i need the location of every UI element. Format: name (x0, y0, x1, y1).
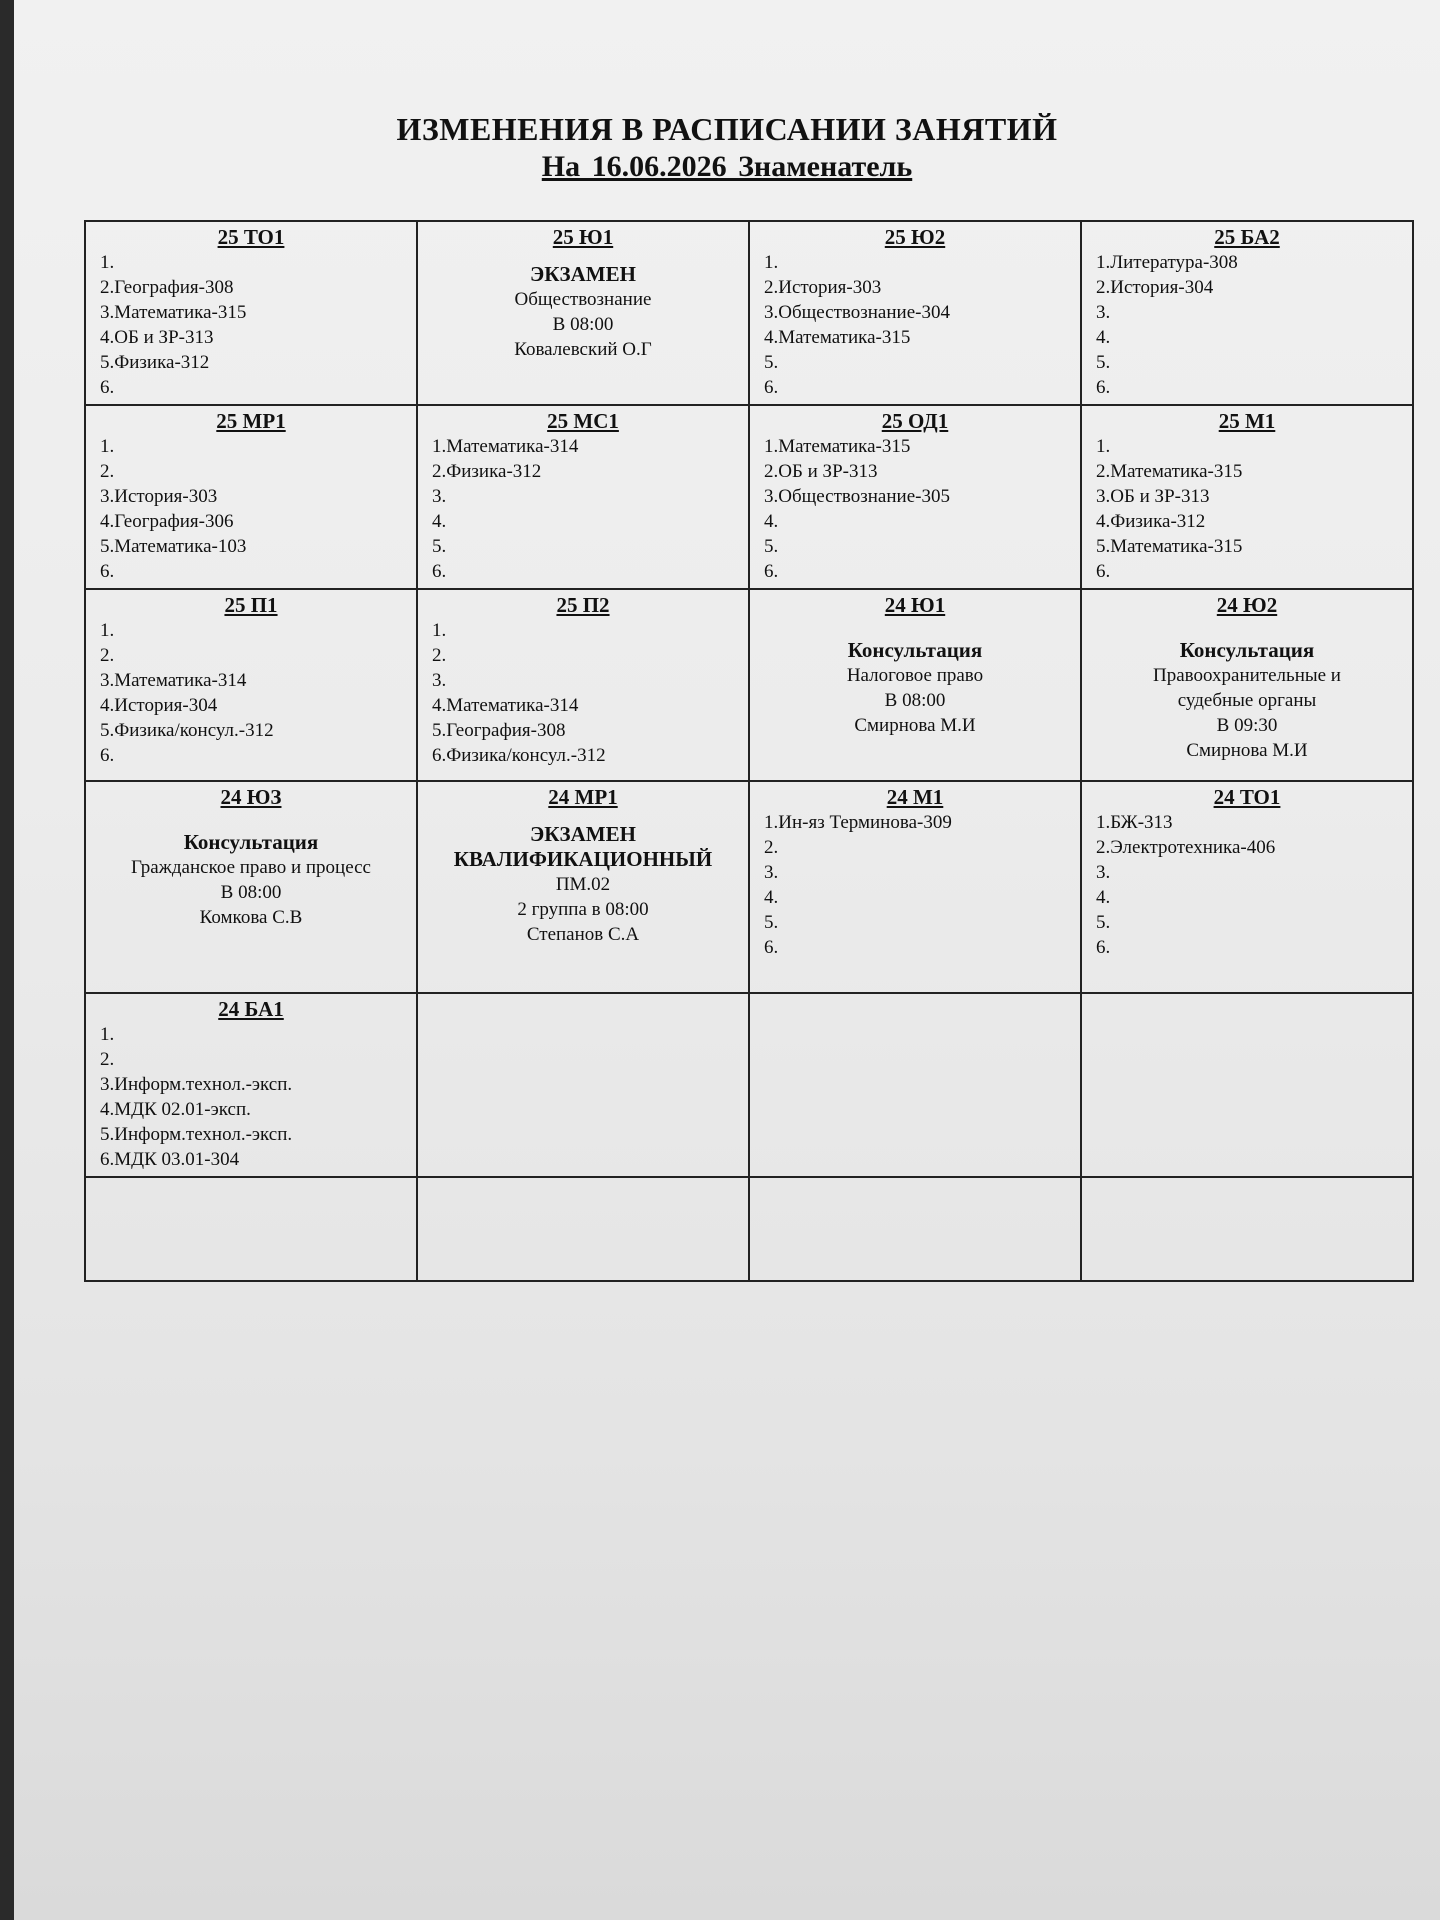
lesson-line: 2. (100, 645, 115, 666)
lesson-line: 3. (1096, 862, 1111, 883)
lesson-line: 2. (100, 1049, 115, 1070)
schedule-row (85, 1177, 1413, 1281)
lesson-line: 4. (1096, 327, 1111, 348)
lesson-line: 1.Математика-314 (432, 436, 579, 457)
lesson-line: 1.БЖ-313 (1096, 812, 1173, 833)
group-cell (1081, 781, 1413, 993)
event-detail: В 08:00 (552, 314, 614, 335)
schedule-body (85, 221, 1413, 1281)
lesson-line: 3.Математика-314 (100, 670, 247, 691)
lesson-line: 1.Ин-яз Терминова-309 (764, 812, 952, 833)
empty-cell (749, 1177, 1081, 1281)
group-name: 25 ОД1 (881, 409, 949, 433)
group-cell (417, 589, 749, 781)
group-cell (1081, 221, 1413, 405)
event-detail: Ковалевский О.Г (514, 339, 652, 360)
lesson-line: 4.Математика-315 (764, 327, 911, 348)
lesson-line: 5. (1096, 912, 1111, 933)
lesson-line: 3.Обществознание-305 (764, 486, 950, 507)
lesson-line: 6. (1096, 937, 1111, 958)
schedule-row (85, 781, 1413, 993)
group-cell (85, 589, 417, 781)
lesson-line: 2.Математика-315 (1096, 461, 1243, 482)
event-type: ЭКЗАМЕН (530, 262, 636, 286)
event-detail: В 09:30 (1216, 715, 1278, 736)
schedule-table (84, 220, 1414, 1282)
empty-cell (417, 993, 749, 1177)
lesson-line: 1. (764, 252, 779, 273)
lesson-line: 1. (100, 436, 115, 457)
group-name: 24 ЮЗ (220, 785, 282, 809)
lesson-line: 4.ОБ и ЗР-313 (100, 327, 214, 348)
group-name: 25 БА2 (1214, 225, 1280, 249)
lesson-line: 4. (764, 887, 779, 908)
document-header (14, 110, 1440, 186)
document-subtitle: На 16.06.2026 Знаменатель (541, 150, 913, 183)
lesson-line: 1. (1096, 436, 1111, 457)
group-name: 24 Ю2 (1216, 593, 1278, 617)
lesson-line: 5.География-308 (432, 720, 566, 741)
lesson-line: 4. (1096, 887, 1111, 908)
lesson-line: 6. (100, 561, 115, 582)
lesson-line: 6. (764, 377, 779, 398)
empty-cell (1081, 993, 1413, 1177)
lesson-line: 2.Физика-312 (432, 461, 542, 482)
event-type: ЭКЗАМЕН КВАЛИФИКАЦИОННЫЙ (453, 822, 713, 871)
lesson-line: 1. (100, 252, 115, 273)
group-cell (749, 589, 1081, 781)
group-name: 24 ТО1 (1213, 785, 1281, 809)
group-name: 25 П2 (556, 593, 610, 617)
group-name: 24 МР1 (548, 785, 618, 809)
lesson-line: 3. (432, 486, 447, 507)
paper-sheet (14, 0, 1440, 1920)
lesson-line: 3.История-303 (100, 486, 218, 507)
lesson-line: 3. (432, 670, 447, 691)
lesson-line: 6. (764, 561, 779, 582)
lesson-line: 4.История-304 (100, 695, 218, 716)
group-cell (1081, 589, 1413, 781)
schedule-row (85, 993, 1413, 1177)
lesson-line: 5. (764, 912, 779, 933)
lesson-line: 2. (764, 837, 779, 858)
lesson-line: 4.Физика-312 (1096, 511, 1206, 532)
lesson-line: 2.История-304 (1096, 277, 1214, 298)
empty-cell (85, 1177, 417, 1281)
lesson-line: 6. (100, 745, 115, 766)
event-type: Консультация (847, 638, 983, 662)
lesson-line: 2.Электротехника-406 (1096, 837, 1276, 858)
group-name: 24 БА1 (218, 997, 284, 1021)
group-name: 25 МР1 (216, 409, 286, 433)
event-detail: Правоохранительные и (1153, 665, 1341, 686)
lesson-line: 1.Математика-315 (764, 436, 911, 457)
group-cell (749, 405, 1081, 589)
lesson-line: 2.География-308 (100, 277, 234, 298)
group-cell (85, 405, 417, 589)
group-name: 25 М1 (1218, 409, 1276, 433)
lesson-line: 1. (100, 620, 115, 641)
lesson-line: 5.Математика-315 (1096, 536, 1243, 557)
lesson-line: 1. (432, 620, 447, 641)
event-type: Консультация (183, 830, 319, 854)
schedule-row (85, 405, 1413, 589)
lesson-line: 5. (1096, 352, 1111, 373)
lesson-line: 4.МДК 02.01-эксп. (100, 1099, 251, 1120)
lesson-line: 5. (764, 352, 779, 373)
lesson-line: 5.Информ.технол.-эксп. (100, 1124, 293, 1145)
group-cell (1081, 405, 1413, 589)
event-detail: Степанов С.А (526, 924, 640, 945)
lesson-line: 4. (764, 511, 779, 532)
lesson-line: 5.Физика/консул.-312 (100, 720, 274, 741)
lesson-line: 1.Литература-308 (1096, 252, 1238, 273)
schedule-row (85, 589, 1413, 781)
event-detail: Комкова С.В (199, 907, 303, 928)
lesson-line: 6. (1096, 561, 1111, 582)
empty-cell (749, 993, 1081, 1177)
group-name: 25 ТО1 (217, 225, 285, 249)
lesson-line: 2.История-303 (764, 277, 882, 298)
event-detail: Налоговое право (846, 665, 984, 686)
empty-cell (417, 1177, 749, 1281)
group-cell (85, 781, 417, 993)
event-detail: Гражданское право и процесс (131, 857, 371, 878)
group-name: 25 Ю1 (552, 225, 614, 249)
group-name: 25 П1 (224, 593, 278, 617)
schedule-row (85, 221, 1413, 405)
group-name: 25 Ю2 (884, 225, 946, 249)
group-name: 24 М1 (886, 785, 944, 809)
event-type: Консультация (1179, 638, 1315, 662)
event-detail: 2 группа в 08:00 (517, 899, 649, 920)
lesson-line: 3.Обществознание-304 (764, 302, 950, 323)
event-detail: Смирнова М.И (854, 715, 976, 736)
lesson-line: 4. (432, 511, 447, 532)
event-detail: ПМ.02 (555, 874, 611, 895)
event-detail: Обществознание (514, 289, 652, 310)
group-cell (417, 221, 749, 405)
lesson-line: 3. (1096, 302, 1111, 323)
lesson-line: 6. (100, 377, 115, 398)
event-detail: Смирнова М.И (1186, 740, 1308, 761)
document-title: ИЗМЕНЕНИЯ В РАСПИСАНИИ ЗАНЯТИЙ (396, 111, 1058, 147)
group-cell (85, 993, 417, 1177)
lesson-line: 5. (764, 536, 779, 557)
group-cell (417, 405, 749, 589)
event-detail: В 08:00 (884, 690, 946, 711)
lesson-line: 2.ОБ и ЗР-313 (764, 461, 878, 482)
lesson-line: 3. (764, 862, 779, 883)
event-detail: В 08:00 (220, 882, 282, 903)
group-cell (417, 781, 749, 993)
lesson-line: 2. (432, 645, 447, 666)
group-cell (85, 221, 417, 405)
lesson-line: 4.География-306 (100, 511, 234, 532)
lesson-line: 6. (1096, 377, 1111, 398)
lesson-line: 6. (432, 561, 447, 582)
lesson-line: 5.Математика-103 (100, 536, 247, 557)
lesson-line: 2. (100, 461, 115, 482)
lesson-line: 3.ОБ и ЗР-313 (1096, 486, 1210, 507)
lesson-line: 1. (100, 1024, 115, 1045)
lesson-line: 6.Физика/консул.-312 (432, 745, 606, 766)
lesson-line: 5.Физика-312 (100, 352, 210, 373)
group-cell (749, 221, 1081, 405)
group-name: 25 МС1 (547, 409, 619, 433)
group-name: 24 Ю1 (884, 593, 946, 617)
lesson-line: 6. (764, 937, 779, 958)
lesson-line: 4.Математика-314 (432, 695, 579, 716)
lesson-line: 3.Математика-315 (100, 302, 247, 323)
lesson-line: 3.Информ.технол.-эксп. (100, 1074, 293, 1095)
lesson-line: 5. (432, 536, 447, 557)
lesson-line: 6.МДК 03.01-304 (100, 1149, 240, 1170)
event-detail: судебные органы (1177, 690, 1317, 711)
group-cell (749, 781, 1081, 993)
empty-cell (1081, 1177, 1413, 1281)
